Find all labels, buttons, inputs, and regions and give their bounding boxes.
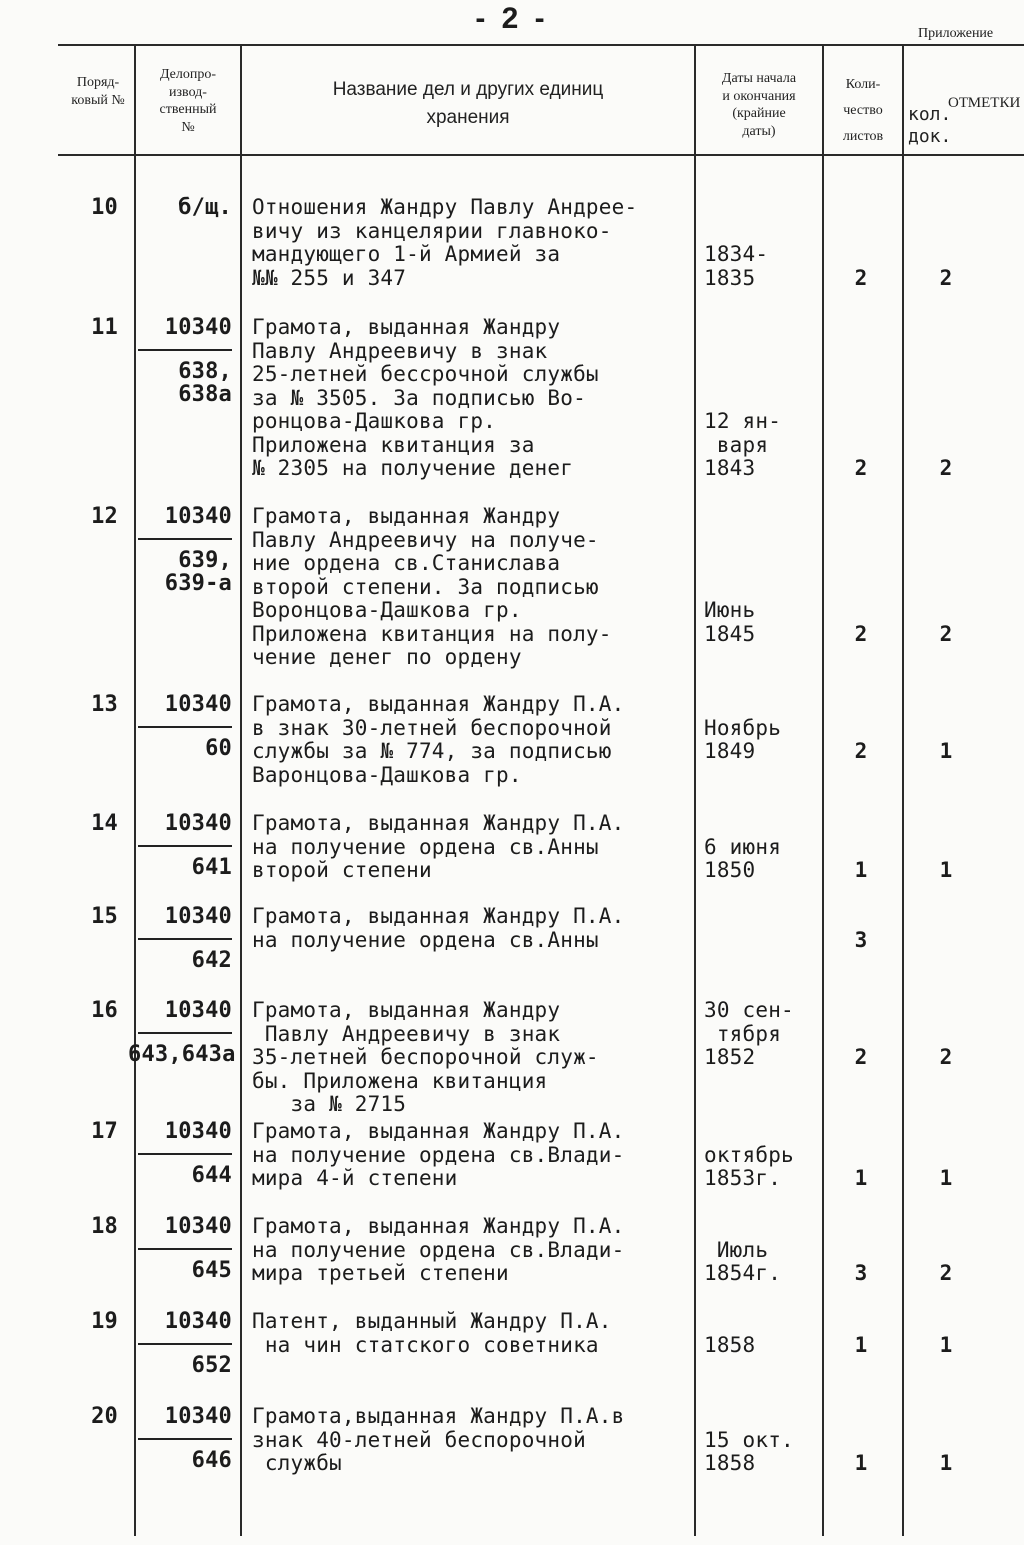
item-title: Грамота, выданная Жандру П.А. в знак 30-летней беспорочной службы за № 774, за подписью Варонцова-Дашкова гр. [252,692,625,787]
office-number-top: 10340 [164,1309,232,1334]
office-number [128,316,232,407]
document-count: 2 [939,1261,953,1285]
office-number-bottom: 643,643а [128,1041,236,1067]
office-number-divider [138,938,232,940]
row-number: 13 [91,692,118,717]
office-number-divider [138,1032,232,1034]
document-count: 2 [939,456,953,480]
item-title: Грамота, выданная Жандру П.А. на получение ордена св.Анны [252,904,625,952]
document-count: 1 [939,1451,953,1475]
office-number-divider [138,538,232,540]
header-marks: ОТМЕТКИ [948,95,1021,111]
row-number: 16 [91,998,118,1023]
document-count: 1 [939,1332,953,1357]
item-title: Патент, выданный Жандру П.А. на чин статского советника [252,1309,612,1357]
office-number [128,812,232,879]
sheet-count: 2 [854,265,868,290]
item-title: Грамота, выданная Жандру П.А. на получение ордена св.Влади- мира третьей степени [252,1214,625,1285]
item-dates: 12 ян- варя 1843 [704,409,782,480]
office-number-bottom: 639, 639-а [164,547,232,596]
item-dates: октябрь 1853г. [704,1142,794,1190]
document-count: 2 [939,1045,953,1069]
page-number: - 2 - [475,2,549,35]
office-number [128,905,232,972]
row-number: 17 [91,1119,118,1144]
office-number [128,693,232,760]
office-number-top: 10340 [164,904,232,929]
item-dates: 30 сен- тября 1852 [704,998,794,1069]
row-number: 14 [91,811,118,836]
sheet-count: 3 [854,927,868,952]
item-dates: Ноябрь 1849 [704,715,782,763]
office-number-top: 10340 [164,1119,232,1144]
item-dates: Июнь 1845 [704,598,756,646]
office-number-divider [138,845,232,847]
office-number-bottom: 638, 638а [178,358,232,407]
item-dates: 15 окт. 1858 [704,1427,794,1475]
office-number [128,1310,232,1377]
office-number-bottom: 60 [205,735,232,761]
sheet-count: 2 [854,456,868,480]
item-title: Грамота,выданная Жандру П.А.в знак 40-летней беспорочной службы [252,1404,625,1475]
sheet-count: 2 [854,621,868,646]
item-dates: 1858 [704,1332,756,1357]
header-ordinal: Поряд- ковый № [71,75,125,108]
document-count: 1 [939,1166,953,1190]
office-number [128,1215,232,1282]
item-title: Грамота, выданная Жандру П.А. на получение ордена св.Влади- мира 4-й степени [252,1119,625,1190]
header-bottom-rule [58,154,1024,156]
column-divider [902,46,904,1536]
header-title: Название дел и других единиц хранения [332,79,604,128]
office-number-bottom: 652 [191,1352,232,1378]
office-number-top: 10340 [164,811,232,836]
item-title: Отношения Жандру Павлу Андрее- вичу из канцелярии главноко- мандующего 1-й Армией за №№ 255 и 347 [252,195,638,290]
office-number-top: 10340 [164,998,232,1023]
item-dates: Июль 1854г. [704,1237,782,1285]
item-title: Грамота, выданная Жандру Павлу Андреевичу в знак 35-летней беспорочной служ- бы. Приложена квитанция за № 2715 [252,998,599,1116]
office-number-top: 10340 [164,1214,232,1239]
sheet-count: 2 [854,739,868,763]
row-number: 20 [91,1404,118,1429]
item-title: Грамота, выданная Жандру Павлу Андреевичу на получе- ние ордена св.Станислава второй степени. За подписью Воронцова-Дашкова гр. Приложена квитанция на полу- чение денег по ордену [252,504,612,669]
document-count: 2 [939,265,953,290]
item-dates: 6 июня 1850 [704,834,782,882]
row-number: 11 [91,315,118,340]
office-number [128,505,232,596]
office-number-top: 10340 [164,692,232,717]
sheet-count: 1 [854,1451,868,1475]
office-number-divider [138,726,232,728]
item-dates: 1834- 1835 [704,242,769,290]
column-divider [240,46,242,1536]
office-number-divider [138,1343,232,1345]
document-count: 1 [939,739,953,763]
office-number-divider [138,1153,232,1155]
office-number-top: 10340 [164,1404,232,1429]
sheet-count: 3 [854,1261,868,1285]
office-number [128,998,236,1067]
header-docs-count: кол. док. [908,104,952,147]
office-number-top: 10340 [164,504,232,529]
office-number-bottom: 646 [191,1447,232,1473]
appendix-label: Приложение [918,26,994,41]
sheet-count: 1 [854,858,868,882]
column-divider [822,46,824,1536]
document-count: 1 [939,858,953,882]
sheet-count: 1 [854,1166,868,1190]
office-number-top: 10340 [164,315,232,340]
office-number-divider [138,349,232,351]
header-top-rule [58,44,1024,46]
office-number-bottom: 641 [191,854,232,880]
row-number: 15 [91,904,118,929]
row-number: 10 [91,195,118,220]
row-number: 12 [91,504,118,529]
office-number-divider [138,1438,232,1440]
item-title: Грамота, выданная Жандру П.А. на получение ордена св.Анны второй степени [252,811,625,882]
office-number-top: б/щ. [178,195,232,220]
office-number-divider [138,1248,232,1250]
office-number [128,196,232,220]
row-number: 19 [91,1309,118,1334]
office-number [128,1405,232,1472]
sheet-count: 1 [854,1332,868,1357]
item-title: Грамота, выданная Жандру Павлу Андреевичу в знак 25-летней бессрочной службы за № 3505. За подписью Во- ронцова-Дашкова гр. Приложена квитанция за № 2305 на получение денег [252,315,599,480]
header-dates: Даты начала и окончания (крайние даты) [721,71,797,139]
document-count: 2 [939,621,953,646]
header-sheets: Коли- чество листов [842,77,884,144]
office-number-bottom: 645 [191,1257,232,1283]
header-office-number: Делопро- извод- ственный № [159,67,217,135]
sheet-count: 2 [854,1045,868,1069]
office-number-bottom: 644 [191,1162,232,1188]
office-number [128,1120,232,1187]
row-number: 18 [91,1214,118,1239]
office-number-bottom: 642 [191,947,232,973]
